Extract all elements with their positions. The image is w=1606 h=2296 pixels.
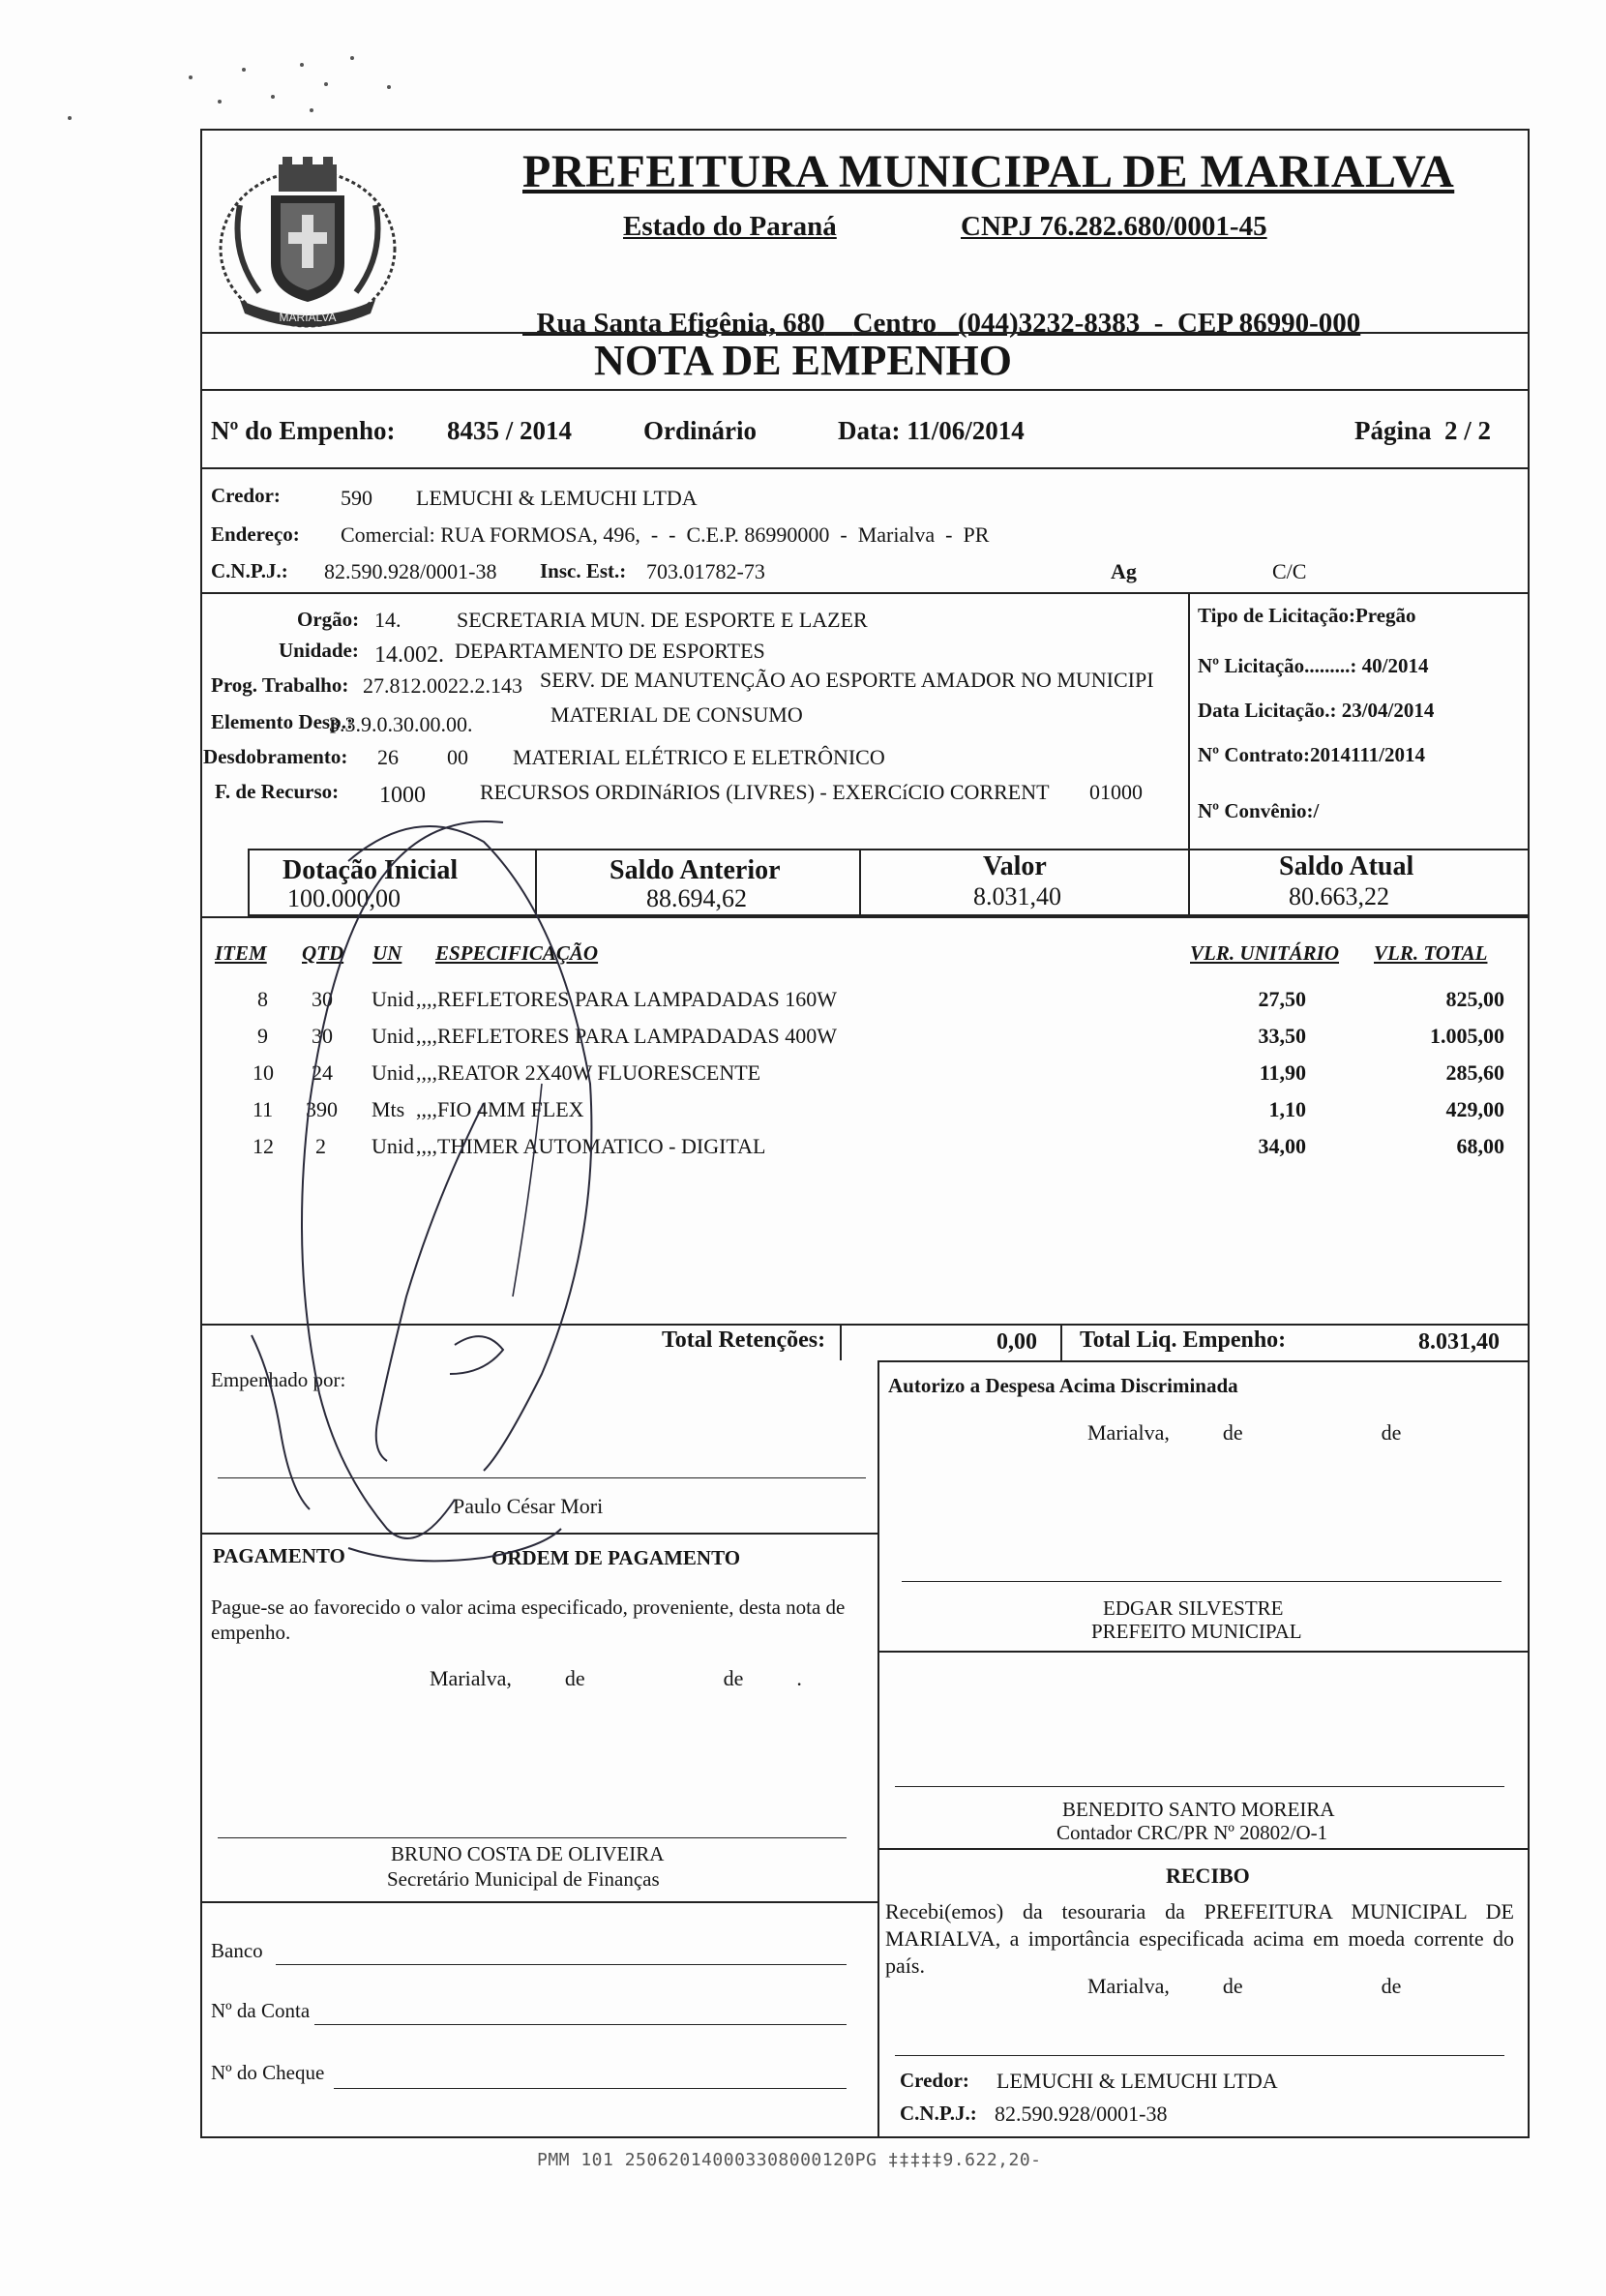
dotacao-label: Dotação Inicial	[283, 855, 459, 885]
elemento-label: Elemento Desp.:	[211, 710, 353, 733]
autorizo-place-date: Marialva, de de	[1087, 1420, 1402, 1445]
saldo-anterior-value: 88.694,62	[646, 884, 747, 912]
header-cnpj: CNPJ 76.282.680/0001-45	[961, 211, 1267, 242]
licitacao-numero: Nº Licitação.........: 40/2014	[1198, 654, 1429, 677]
credor-label: Credor:	[211, 484, 281, 507]
banco-label: Banco	[211, 1939, 263, 1962]
credor-ie: 703.01782-73	[646, 559, 765, 583]
scan-marks	[97, 39, 484, 126]
recibo-title: RECIBO	[1166, 1864, 1250, 1888]
unidade-code: 14.002.	[374, 642, 444, 668]
prefeito-name: EDGAR SILVESTRE	[1103, 1596, 1284, 1620]
page-number: Página 2 / 2	[1354, 416, 1492, 445]
total-retencoes-value: 0,00	[996, 1329, 1037, 1355]
saldo-atual-value: 80.663,22	[1289, 882, 1389, 910]
recurso-number: 01000	[1089, 780, 1143, 804]
contador-role: Contador CRC/PR Nº 20802/O-1	[1056, 1821, 1328, 1844]
empenho-type: Ordinário	[643, 416, 758, 445]
unidade-label: Unidade:	[279, 639, 359, 662]
empenho-label: Nº do Empenho:	[211, 416, 396, 445]
ordem-pagamento-label: ORDEM DE PAGAMENTO	[491, 1546, 741, 1569]
credor-cnpj: 82.590.928/0001-38	[324, 559, 497, 583]
credor-cc: C/C	[1272, 559, 1307, 583]
state-name: Estado do Paraná	[623, 211, 837, 242]
autorizo-text: Autorizo a Despesa Acima Discriminada	[888, 1374, 1238, 1397]
secretario-role: Secretário Municipal de Finanças	[387, 1867, 660, 1891]
recibo-cnpj-label: C.N.P.J.:	[900, 2102, 977, 2125]
col-item: ITEM	[215, 941, 267, 965]
address-district: Centro	[852, 308, 937, 339]
prog-name: SERV. DE MANUTENÇÃO AO ESPORTE AMADOR NO MUNICIPI	[540, 668, 1154, 692]
saldo-anterior-label: Saldo Anterior	[610, 855, 781, 885]
col-vlr-total: VLR. TOTAL	[1374, 941, 1488, 965]
total-liq-value: 8.031,40	[1418, 1329, 1500, 1355]
valor-label: Valor	[983, 851, 1047, 881]
footer-code: PMM 101 2506201400033080001​20PG ‡‡‡‡‡9.622,20-	[537, 2150, 1042, 2170]
orgao-label: Orgão:	[297, 608, 360, 631]
empenho-date: Data: 11/06/2014	[838, 416, 1025, 445]
document-type: NOTA DE EMPENHO	[594, 337, 1012, 384]
address-phone: (044)3232-8383 - CEP 86990-000	[957, 308, 1361, 339]
header-address	[522, 276, 1360, 340]
page-title: PREFEITURA MUNICIPAL DE MARIALVA	[522, 146, 1455, 197]
credor-ie-label: Insc. Est.:	[540, 559, 627, 582]
credor-code: 590	[341, 486, 372, 510]
unidade-name: DEPARTAMENTO DE ESPORTES	[455, 639, 765, 663]
cheque-label: Nº do Cheque	[211, 2061, 325, 2084]
recurso-code: 1000	[379, 783, 426, 808]
total-liq-label: Total Liq. Empenho:	[1080, 1327, 1287, 1353]
col-vlr-unitario: VLR. UNITÁRIO	[1190, 941, 1340, 965]
empenhado-por-name: Paulo César Mori	[453, 1494, 604, 1518]
desdobramento-a: 26	[377, 745, 399, 769]
recibo-place-date: Marialva, de de	[1087, 1974, 1402, 1998]
total-retencoes-label: Total Retenções:	[662, 1327, 826, 1353]
prefeito-role: PREFEITO MUNICIPAL	[1091, 1620, 1302, 1643]
elemento-code: 3.3.9.0.30.00.00.	[329, 712, 473, 736]
saldo-atual-label: Saldo Atual	[1279, 851, 1414, 881]
recibo-credor-label: Credor:	[900, 2069, 969, 2092]
licitacao-tipo: Tipo de Licitação:Pregão	[1198, 604, 1416, 627]
svg-text:MARIALVA: MARIALVA	[279, 311, 337, 324]
recurso-name: RECURSOS ORDINáRIOS (LIVRES) - EXERCíCIO CORRENT	[480, 780, 1050, 804]
col-qtd: QTD	[302, 941, 344, 965]
dotacao-value: 100.000,00	[287, 884, 401, 912]
valor-value: 8.031,40	[973, 882, 1061, 910]
col-especificacao: ESPECIFICAÇÃO	[435, 941, 599, 965]
licitacao-contrato: Nº Contrato:20141​11/2014	[1198, 743, 1426, 766]
credor-cnpj-label: C.N.P.J.:	[211, 559, 288, 582]
recibo-text: Recebi(emos) da tesouraria da PREFEITURA MUNICIPAL DE MARIALVA, a importância especificada acima em moeda corrente do país.	[885, 1899, 1514, 1978]
credor-address-label: Endereço:	[211, 522, 300, 546]
pagamento-label: PAGAMENTO	[213, 1544, 345, 1567]
empenhado-por-label: Empenhado por:	[211, 1368, 346, 1391]
credor-name: LEMUCHI & LEMUCHI LTDA	[416, 486, 698, 510]
empenho-number: 8435 / 2014	[447, 416, 573, 445]
pague-se-text: Pague-se ao favorecido o valor acima especificado, proveniente, desta nota de empenho.	[211, 1595, 846, 1644]
elemento-name: MATERIAL DE CONSUMO	[550, 702, 803, 727]
secretario-name: BRUNO COSTA DE OLIVEIRA	[391, 1842, 665, 1865]
credor-ag: Ag	[1111, 559, 1137, 583]
prog-code: 27.812.0022.2.143	[363, 673, 522, 698]
conta-label: Nº da Conta	[211, 1999, 311, 2022]
desdobramento-b: 00	[447, 745, 468, 769]
prog-label: Prog. Trabalho:	[211, 673, 349, 697]
pagamento-place-date: Marialva, de de .	[430, 1666, 802, 1690]
col-un: UN	[372, 941, 402, 965]
licitacao-data: Data Licitação.: 23/04/2014	[1198, 699, 1435, 722]
desdobramento-label: Desdobramento:	[203, 745, 348, 768]
contador-name: BENEDITO SANTO MOREIRA	[1062, 1798, 1335, 1821]
orgao-name: SECRETARIA MUN. DE ESPORTE E LAZER	[457, 608, 868, 632]
recibo-credor-name: LEMUCHI & LEMUCHI LTDA	[996, 2069, 1278, 2093]
recibo-cnpj: 82.590.928/0001-38	[995, 2102, 1168, 2126]
credor-address: Comercial: RUA FORMOSA, 496, - - C.E.P. 86990000 - Marialva - PR	[341, 522, 990, 547]
licitacao-convenio: Nº Convênio:/	[1198, 799, 1320, 822]
address-street: Rua Santa Efigênia, 680	[536, 308, 825, 339]
orgao-code: 14.	[374, 608, 402, 632]
desdobramento-name: MATERIAL ELÉTRICO E ELETRÔNICO	[513, 745, 885, 769]
handwritten-signature	[193, 793, 619, 1587]
municipal-crest-icon	[211, 147, 404, 341]
recurso-label: F. de Recurso:	[215, 780, 340, 803]
